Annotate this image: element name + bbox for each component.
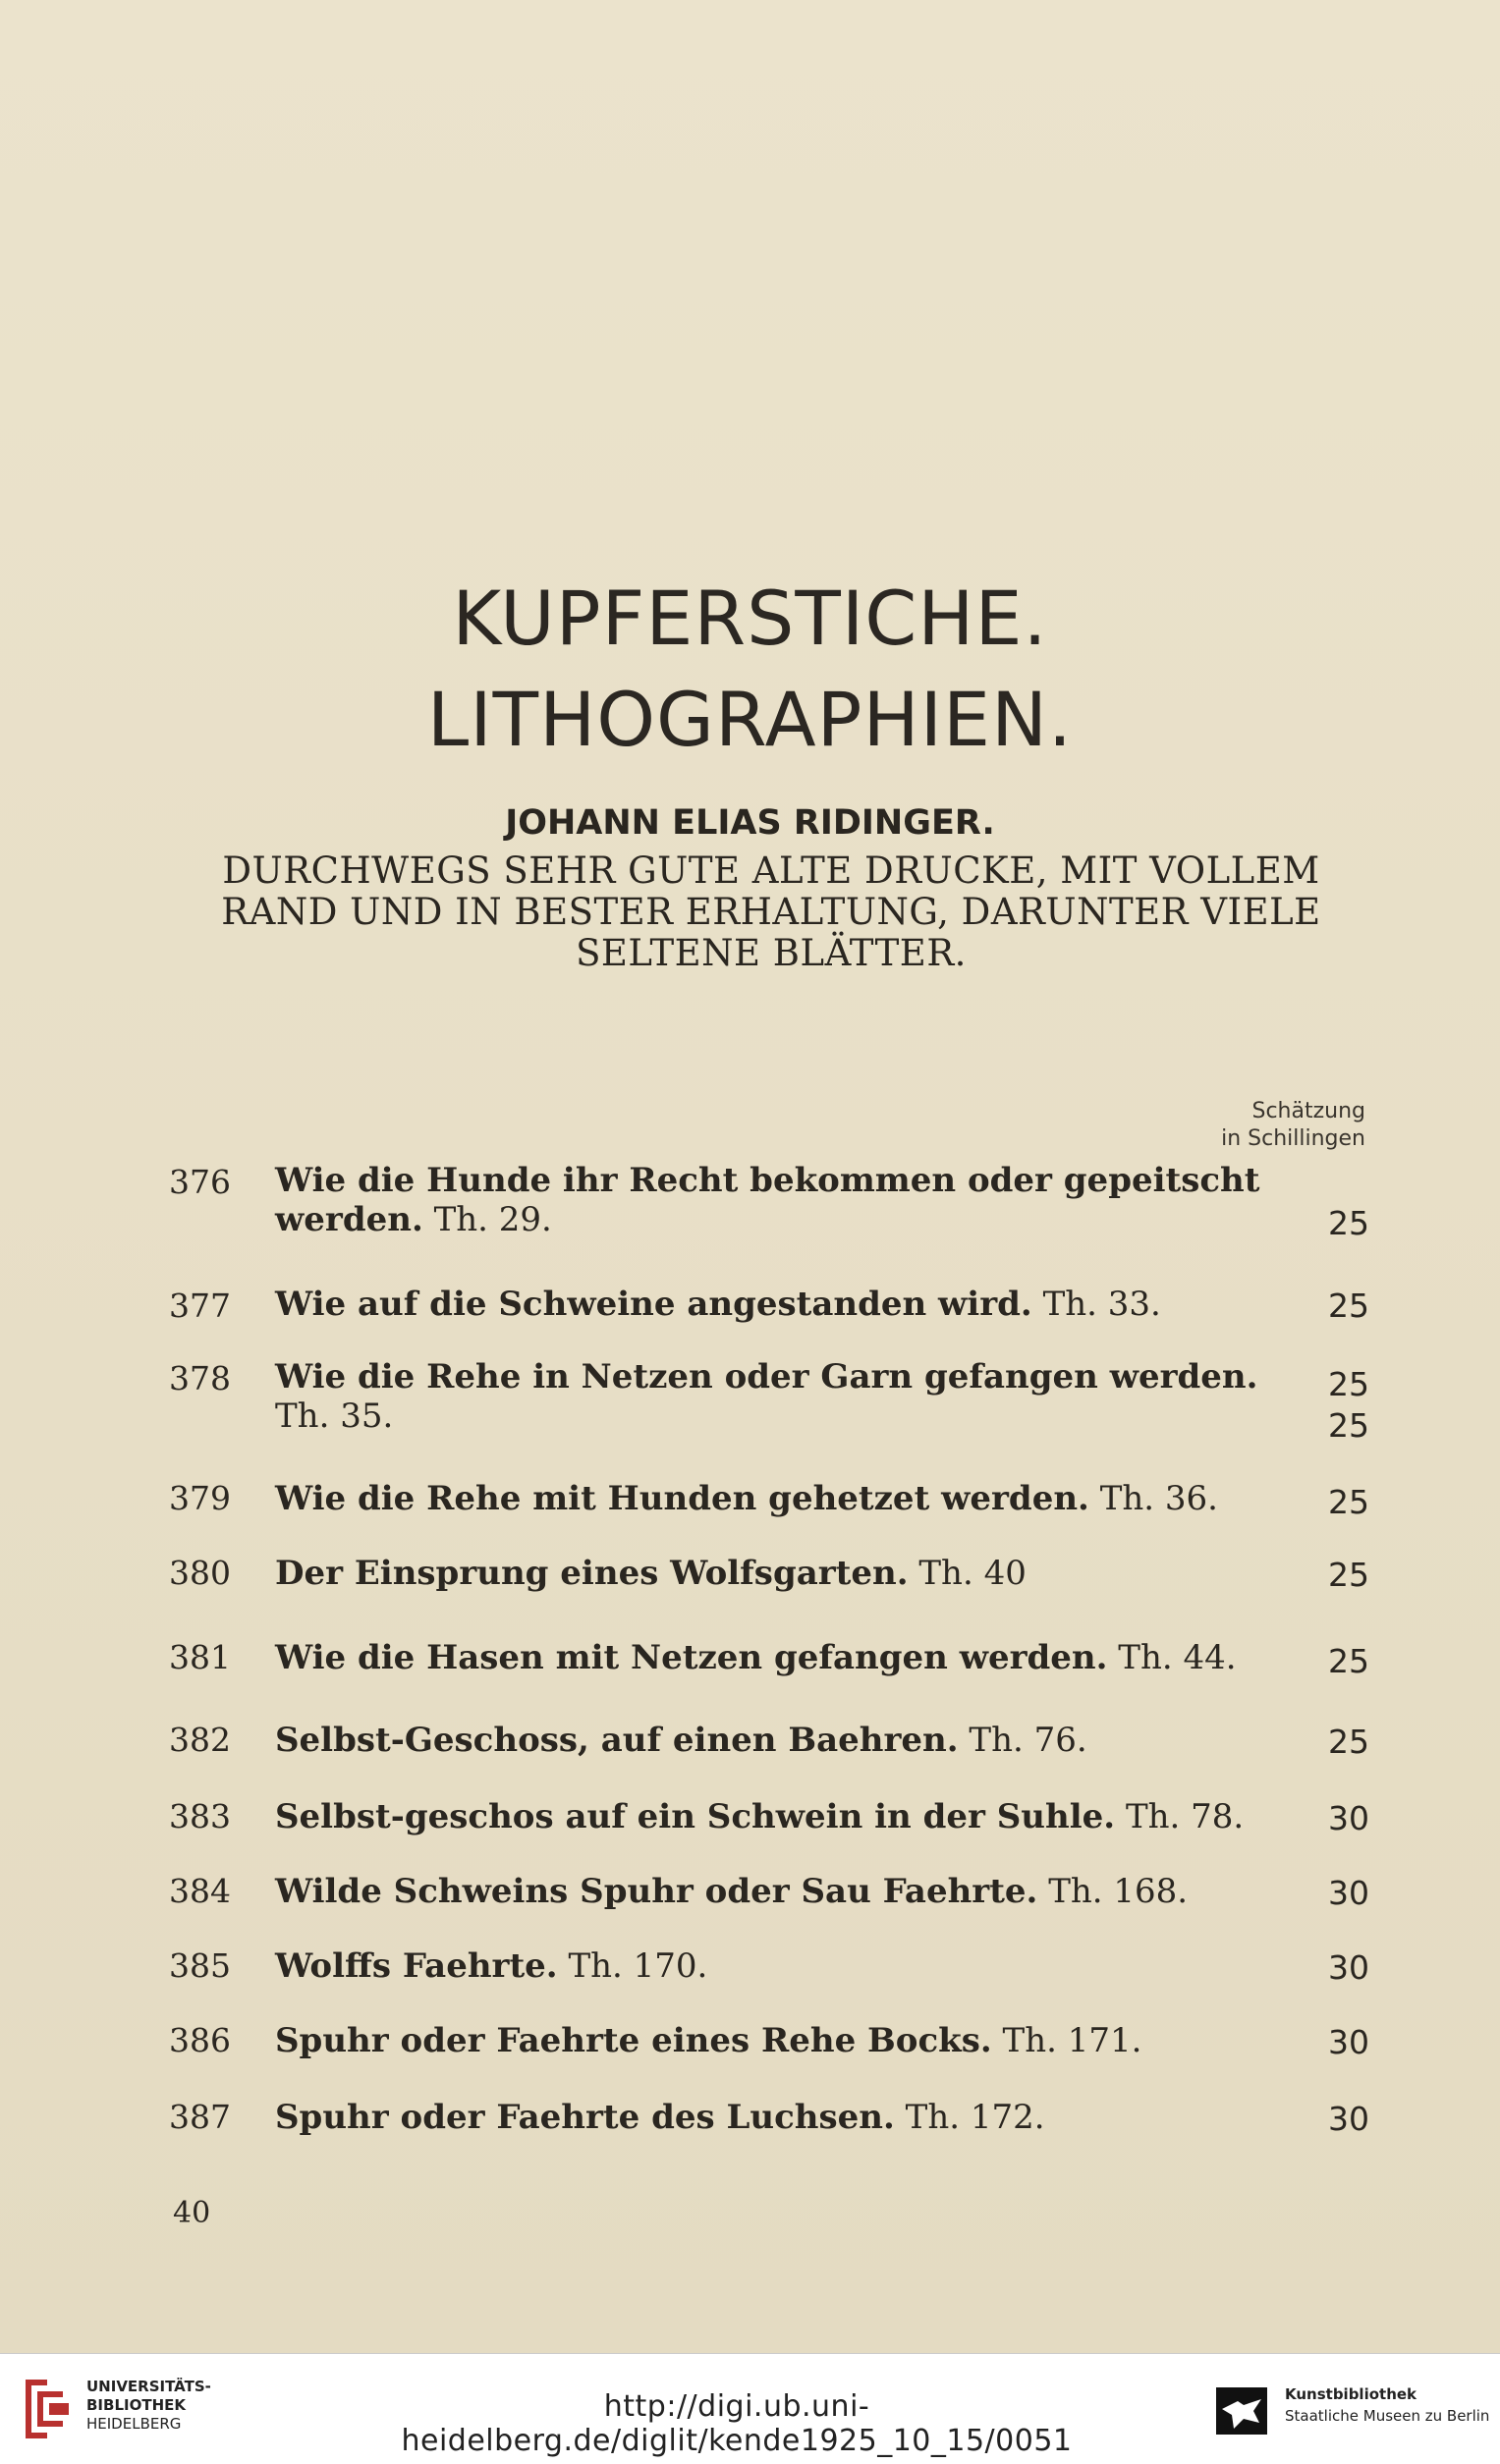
kunstbibliothek-eagle-logo-icon [1214,2383,1269,2438]
entry-number: 385 [169,1946,231,1985]
entry-title: Wie die Rehe mit Hunden gehetzet werden. [275,1479,1089,1518]
entry-description [275,1797,1277,1836]
entry-price: 25 [1328,1365,1369,1403]
entry-reference: Th. 170. [568,1946,708,1986]
entry-reference: Th. 35. [275,1396,394,1436]
entry-number: 378 [169,1359,231,1397]
subtitle-line-1: DURCHWEGS SEHR GUTE ALTE DRUCKE, MIT VOLLEM [222,849,1320,892]
entry-title: Wilde Schweins Spuhr oder Sau Faehrte. [275,1872,1038,1911]
entry-title: Wie die Hasen mit Netzen gefangen werden. [275,1638,1108,1677]
uni-line-1: UNIVERSITÄTS- [86,2378,211,2395]
entry-price: 25 [1328,1642,1369,1680]
entry-number: 377 [169,1287,231,1325]
kunstbibliothek-name [1285,2383,1489,2427]
entry-reference: Th. 29. [433,1200,552,1239]
kb-line-2: Staatliche Museen zu Berlin [1285,2407,1490,2425]
entry-number: 379 [169,1479,231,1517]
entry-title: Wie die Rehe in Netzen oder Garn gefangen werden. [275,1357,1258,1396]
entry-price: 30 [1328,1799,1369,1837]
page-number: 40 [173,2196,211,2230]
entry-price: 25 [1328,1483,1369,1521]
entry-description [275,1479,1277,1518]
entry-title: Wie auf die Schweine angestanden wird. [275,1285,1032,1324]
entry-number: 384 [169,1872,231,1910]
entry-number: 383 [169,1797,231,1835]
entry-reference: Th. 172. [905,2098,1045,2137]
entry-description [275,1638,1277,1677]
footer-bar [0,2353,1500,2464]
entry-number: 386 [169,2021,231,2059]
entry-price-2: 25 [1328,1406,1369,1445]
entry-reference: Th. 44. [1118,1638,1237,1677]
estimate-header-line-1: Schätzung [1251,1099,1365,1123]
author-heading: JOHANN ELIAS RIDINGER. [505,803,995,843]
entry-description [275,2021,1277,2060]
entry-price: 30 [1328,2023,1369,2061]
entry-reference: Th. 168. [1048,1872,1189,1911]
university-library-name [86,2378,211,2434]
university-library-logo-icon [18,2374,75,2444]
entry-title: Selbst-geschos auf ein Schwein in der Suhle. [275,1797,1116,1836]
entry-description [275,2098,1277,2137]
entry-price: 25 [1328,1287,1369,1325]
entry-description [275,1357,1277,1436]
entry-description [275,1721,1277,1760]
subtitle [167,850,1375,974]
entry-number: 387 [169,2098,231,2136]
entry-price: 25 [1328,1556,1369,1594]
entry-title: Spuhr oder Faehrte eines Rehe Bocks. [275,2021,992,2060]
entry-price: 30 [1328,1948,1369,1987]
entry-price: 30 [1328,2100,1369,2138]
estimate-header [1130,1098,1365,1153]
entry-reference: Th. 171. [1002,2021,1142,2060]
entry-price: 30 [1328,1874,1369,1912]
entry-title: Der Einsprung eines Wolfsgarten. [275,1554,909,1593]
entry-reference: Th. 40 [918,1554,1027,1593]
entry-reference: Th. 76. [969,1721,1087,1760]
kb-line-1: Kunstbibliothek [1285,2385,1417,2403]
entry-description [275,1872,1277,1911]
entry-number: 382 [169,1721,231,1759]
entry-reference: Th. 33. [1042,1285,1161,1324]
heading-line-2: LITHOGRAPHIEN. [426,676,1074,763]
entry-title: Wie die Hunde ihr Recht bekommen oder gepeitscht [275,1161,1260,1200]
permalink-url[interactable]: http://digi.ub.uni-heidelberg.de/diglit/kende1925_10_15/0051 [401,2389,1073,2458]
entry-title-cont: werden. [275,1200,423,1239]
uni-line-2: BIBLIOTHEK [86,2396,186,2414]
entry-reference: Th. 36. [1099,1479,1218,1518]
entry-title: Selbst-Geschoss, auf einen Baehren. [275,1721,959,1760]
subtitle-line-3: SELTENE BLÄTTER. [576,932,967,974]
uni-line-3: HEIDELBERG [86,2415,182,2433]
entry-description [275,1285,1277,1324]
entry-description [275,1161,1277,1239]
entry-number: 381 [169,1638,231,1676]
heading-line-1: KUPFERSTICHE. [452,575,1048,662]
entry-price: 25 [1328,1204,1369,1242]
entry-description [275,1554,1277,1593]
entry-price: 25 [1328,1723,1369,1761]
entry-title: Wolffs Faehrte. [275,1946,558,1986]
subtitle-line-2: RAND UND IN BESTER ERHALTUNG, DARUNTER VIELE [221,891,1321,933]
entry-description [275,1946,1277,1986]
entry-title: Spuhr oder Faehrte des Luchsen. [275,2098,895,2137]
estimate-header-line-2: in Schillingen [1221,1126,1365,1151]
entry-reference: Th. 78. [1125,1797,1245,1836]
entry-number: 380 [169,1554,231,1592]
entry-number: 376 [169,1163,231,1201]
